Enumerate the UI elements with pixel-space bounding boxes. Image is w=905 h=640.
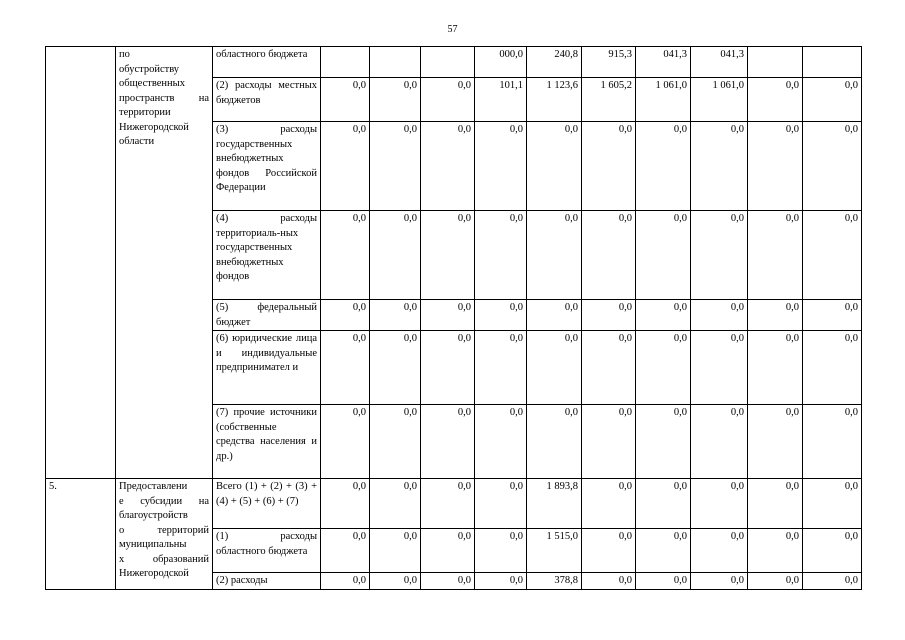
value-cell: 378,8 — [527, 573, 582, 590]
item-name-line: общественных — [119, 78, 185, 89]
value-cell: 0,0 — [321, 211, 370, 300]
funding-source-label: (6) юридические лица и индивидуальные предпринимател и — [213, 331, 321, 405]
value-cell: 0,0 — [636, 479, 691, 529]
value-cell: 0,0 — [321, 122, 370, 211]
value-cell: 0,0 — [527, 300, 582, 331]
funding-source-label: (2) расходы — [213, 573, 321, 590]
value-cell: 0,0 — [475, 529, 527, 573]
value-cell: 0,0 — [748, 529, 803, 573]
value-cell: 0,0 — [803, 331, 862, 405]
value-cell: 0,0 — [527, 122, 582, 211]
value-cell: 0,0 — [475, 405, 527, 479]
value-cell: 0,0 — [475, 479, 527, 529]
value-cell: 0,0 — [421, 211, 475, 300]
page-number: 57 — [447, 24, 458, 35]
value-cell: 0,0 — [748, 78, 803, 122]
item-name-line: области — [119, 136, 155, 147]
funding-source-label: (7) прочие источники (собственные средства населения и др.) — [213, 405, 321, 479]
item-name-line: е субсидии на — [119, 495, 209, 507]
item-name-line: Нижегородской — [119, 121, 189, 133]
value-cell: 0,0 — [636, 211, 691, 300]
table-row — [46, 47, 862, 78]
value-cell: 0,0 — [370, 331, 421, 405]
item-name-line: о территорий — [119, 524, 209, 536]
value-cell: 0,0 — [475, 573, 527, 590]
value-cell: 0,0 — [421, 529, 475, 573]
value-cell: 0,0 — [803, 211, 862, 300]
value-cell: 0,0 — [582, 405, 636, 479]
item-name-line: пространств на — [119, 92, 209, 104]
value-cell: 0,0 — [803, 122, 862, 211]
item-name-line: территории — [119, 107, 171, 118]
value-cell: 0,0 — [691, 479, 748, 529]
value-cell: 0,0 — [691, 211, 748, 300]
value-cell: 0,0 — [370, 78, 421, 122]
budget-table — [45, 46, 862, 590]
value-cell: 0,0 — [475, 122, 527, 211]
funding-source-label: (1) расходы областного бюджета — [213, 529, 321, 573]
value-cell: 1 893,8 — [527, 479, 582, 529]
value-cell — [321, 47, 370, 78]
value-cell: 0,0 — [636, 300, 691, 331]
value-cell: 0,0 — [421, 573, 475, 590]
value-cell: 1 061,0 — [691, 78, 748, 122]
value-cell: 0,0 — [321, 331, 370, 405]
value-cell: 0,0 — [527, 211, 582, 300]
value-cell: 0,0 — [803, 529, 862, 573]
item-name-line: по — [119, 49, 130, 60]
value-cell: 0,0 — [691, 300, 748, 331]
value-cell: 0,0 — [748, 573, 803, 590]
value-cell: 0,0 — [321, 479, 370, 529]
value-cell: 240,8 — [527, 47, 582, 78]
value-cell: 0,0 — [748, 479, 803, 529]
value-cell: 0,0 — [321, 529, 370, 573]
item-name-cell — [116, 47, 213, 479]
value-cell: 0,0 — [636, 331, 691, 405]
value-cell: 0,0 — [475, 211, 527, 300]
value-cell: 0,0 — [421, 78, 475, 122]
value-cell: 000,0 — [475, 47, 527, 78]
value-cell: 0,0 — [475, 331, 527, 405]
value-cell: 0,0 — [321, 573, 370, 590]
value-cell — [421, 47, 475, 78]
value-cell: 0,0 — [582, 300, 636, 331]
value-cell: 0,0 — [748, 405, 803, 479]
value-cell: 0,0 — [748, 300, 803, 331]
value-cell: 0,0 — [582, 573, 636, 590]
value-cell: 0,0 — [421, 479, 475, 529]
value-cell: 0,0 — [691, 529, 748, 573]
funding-source-label: (3) расходы государственных внебюджетных фондов Российской Федерации — [213, 122, 321, 211]
value-cell: 0,0 — [421, 300, 475, 331]
value-cell: 0,0 — [636, 122, 691, 211]
value-cell: 1 605,2 — [582, 78, 636, 122]
item-number-cell — [46, 47, 116, 479]
value-cell: 0,0 — [803, 573, 862, 590]
funding-source-label: (4) расходы территориаль-ных государственных внебюджетных фондов — [213, 211, 321, 300]
value-cell: 0,0 — [321, 405, 370, 479]
funding-source-label: областного бюджета — [213, 47, 321, 78]
value-cell: 1 061,0 — [636, 78, 691, 122]
value-cell: 0,0 — [321, 78, 370, 122]
value-cell: 0,0 — [803, 300, 862, 331]
value-cell: 0,0 — [691, 405, 748, 479]
item-name-line: благоустройств — [119, 510, 188, 521]
value-cell: 0,0 — [582, 122, 636, 211]
value-cell: 0,0 — [321, 300, 370, 331]
value-cell: 0,0 — [421, 122, 475, 211]
item-name-line: х образований — [119, 553, 209, 565]
value-cell: 0,0 — [748, 331, 803, 405]
value-cell: 0,0 — [527, 331, 582, 405]
value-cell: 0,0 — [803, 479, 862, 529]
value-cell: 0,0 — [636, 529, 691, 573]
funding-source-label: Всего (1) + (2) + (3) + (4) + (5) + (6) + (7) — [213, 479, 321, 529]
value-cell: 0,0 — [527, 405, 582, 479]
value-cell: 0,0 — [691, 573, 748, 590]
value-cell: 0,0 — [370, 300, 421, 331]
value-cell: 1 123,6 — [527, 78, 582, 122]
value-cell: 0,0 — [370, 211, 421, 300]
value-cell: 0,0 — [370, 122, 421, 211]
value-cell: 0,0 — [636, 573, 691, 590]
funding-source-label: (2) расходы местных бюджетов — [213, 78, 321, 122]
value-cell: 041,3 — [691, 47, 748, 78]
funding-source-label: (5) федеральный бюджет — [213, 300, 321, 331]
value-cell: 0,0 — [748, 122, 803, 211]
value-cell: 0,0 — [370, 529, 421, 573]
value-cell: 0,0 — [582, 479, 636, 529]
value-cell: 0,0 — [370, 573, 421, 590]
value-cell: 0,0 — [803, 405, 862, 479]
value-cell: 0,0 — [691, 331, 748, 405]
item-name-line: обустройству — [119, 63, 180, 75]
item-name-line: Нижегородской — [119, 568, 189, 579]
table-body — [46, 47, 862, 590]
value-cell: 0,0 — [370, 405, 421, 479]
value-cell: 041,3 — [636, 47, 691, 78]
value-cell: 1 515,0 — [527, 529, 582, 573]
item-name-cell — [116, 479, 213, 590]
value-cell: 0,0 — [636, 405, 691, 479]
value-cell — [803, 47, 862, 78]
value-cell: 0,0 — [803, 78, 862, 122]
value-cell: 0,0 — [748, 211, 803, 300]
value-cell: 0,0 — [582, 331, 636, 405]
value-cell: 0,0 — [691, 122, 748, 211]
item-name-line: муниципальны — [119, 539, 187, 550]
value-cell: 0,0 — [582, 529, 636, 573]
item-number-cell: 5. — [46, 479, 116, 590]
value-cell: 0,0 — [475, 300, 527, 331]
value-cell: 0,0 — [370, 479, 421, 529]
value-cell: 0,0 — [421, 331, 475, 405]
item-name-line: Предоставлени — [119, 481, 188, 492]
value-cell: 0,0 — [582, 211, 636, 300]
value-cell: 101,1 — [475, 78, 527, 122]
value-cell — [748, 47, 803, 78]
table-row — [46, 479, 862, 529]
value-cell: 915,3 — [582, 47, 636, 78]
value-cell — [370, 47, 421, 78]
value-cell: 0,0 — [421, 405, 475, 479]
